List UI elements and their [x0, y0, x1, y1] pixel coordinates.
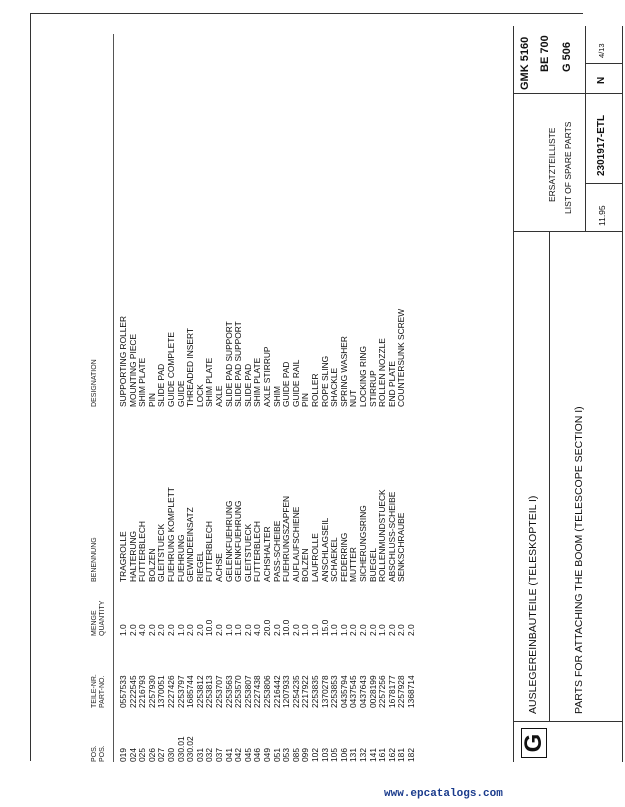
cell-qty: 2.0	[406, 624, 416, 636]
cell-part: 2217922	[300, 675, 311, 708]
cell-part: 2227438	[252, 675, 263, 708]
cell-qty: 2.0	[156, 624, 167, 636]
cell-den: RIEGEL	[194, 551, 205, 582]
rotated-parts-sheet	[83, 26, 625, 762]
cell-den: GLEITSTUECK	[156, 523, 167, 582]
table-row	[234, 26, 243, 762]
cell-des: AXLE	[214, 385, 224, 407]
cell-qty: 1.0	[310, 624, 320, 636]
cell-den: ACHSE	[214, 553, 224, 582]
cell-part: 2253813	[204, 675, 215, 708]
table-row	[282, 26, 291, 762]
cell-den: GELENKFUEHRUNG	[233, 500, 244, 582]
cell-pos: 026	[146, 748, 157, 762]
cell-qty: 15.0	[319, 619, 330, 636]
table-row	[359, 26, 368, 762]
cell-den: TRAGROLLE	[118, 531, 128, 582]
cell-den: AUFLAUFSCHIENE	[290, 506, 301, 582]
cell-qty: 2.0	[214, 624, 224, 636]
cell-den: ANSCHLAGSEIL	[319, 517, 330, 582]
cell-des: PIN	[300, 393, 311, 407]
cell-part: 2253806	[262, 675, 272, 708]
cell-part: 0557533	[118, 675, 128, 708]
cell-part: 1685744	[185, 675, 196, 708]
cell-pos: 024	[127, 748, 138, 762]
cell-qty: 1.0	[377, 624, 388, 636]
cell-qty: 20.0	[262, 619, 272, 636]
cell-des: SPRING WASHER	[338, 336, 349, 407]
cell-den: ABSCHLUSS-SCHEIBE	[386, 491, 397, 582]
cell-des: MOUNTING PIECE	[127, 333, 138, 407]
cell-qty: 10.0	[281, 619, 292, 636]
cell-qty: 10.0	[204, 619, 215, 636]
cell-part: 2257928	[396, 675, 407, 708]
cell-qty: 2.0	[358, 624, 368, 636]
cell-part: 2253835	[310, 675, 320, 708]
cell-des: END PLATE	[386, 361, 397, 407]
cell-des: STIRRUP	[367, 370, 378, 407]
sheet-border-top	[30, 13, 583, 14]
date: 11.95	[597, 205, 607, 226]
cell-part: 2257930	[146, 675, 157, 708]
cell-den: FUTTERBLECH	[204, 521, 215, 582]
cell-des: ROPE SLING	[319, 355, 330, 407]
cell-des: THREADED INSERT	[185, 328, 196, 407]
cell-qty: 4.0	[137, 624, 148, 636]
table-row	[186, 26, 195, 762]
cell-des: SLIDE PAD SUPPORT	[233, 321, 244, 407]
cell-des: AXLE STIRRUP	[262, 346, 272, 407]
header-designation: DESIGNATION	[91, 359, 98, 407]
cell-part: 2216442	[271, 675, 282, 708]
cell-den: FEDERRING	[338, 532, 349, 582]
cell-des: GUIDE	[175, 380, 186, 407]
cell-des: GUIDE RAIL	[290, 359, 301, 407]
cell-qty: 2.0	[367, 624, 378, 636]
sheet-border-left	[30, 13, 31, 761]
cell-qty: 2.0	[396, 624, 407, 636]
cell-part: 2253853	[329, 675, 340, 708]
cell-pos: 046	[252, 748, 263, 762]
cell-qty: 2.0	[127, 624, 138, 636]
cell-qty: 1.0	[223, 624, 234, 636]
list-title-german: ERSATZTEILLISTE	[547, 127, 557, 202]
cell-part: 0435794	[338, 675, 349, 708]
cell-den: ROLLENMUNDSTUECK	[377, 489, 388, 582]
cell-pos: 031	[194, 748, 205, 762]
cell-pos: 161	[377, 748, 388, 762]
cell-den: PASS-SCHEIBE	[271, 520, 282, 582]
cell-pos: 131	[348, 748, 359, 762]
cell-des: LOCK	[194, 384, 205, 407]
cell-des: LOCKING RING	[358, 346, 368, 407]
title-german: AUSLEGEREINBAUTEILE (TELESKOPTEIL I)	[527, 495, 539, 714]
model: GMK 5160	[519, 36, 531, 90]
title-block	[513, 26, 623, 762]
cell-den: BOLZEN	[146, 548, 157, 582]
cell-pos: 102	[310, 748, 320, 762]
cell-den: FUEHRUNG	[175, 534, 186, 582]
cell-pos: 030.02	[185, 736, 196, 762]
cell-pos: 041	[223, 748, 234, 762]
header-benennung: BENENNUNG	[91, 537, 98, 582]
page-number: 4/13	[597, 43, 606, 58]
cell-qty: 2.0	[348, 624, 359, 636]
cell-qty: 2.0	[194, 624, 205, 636]
cell-qty: 1.0	[329, 624, 340, 636]
table-row	[311, 26, 320, 762]
cell-den: BOLZEN	[300, 548, 311, 582]
cell-des: NUT	[348, 389, 359, 407]
cell-part: 2227426	[166, 675, 176, 708]
cell-qty: 1.0	[338, 624, 349, 636]
cell-des: GUIDE COMPLETE	[166, 332, 176, 407]
cell-part: 1678177	[386, 675, 397, 708]
cell-qty: 2.0	[271, 624, 282, 636]
cell-part: 2253707	[214, 675, 224, 708]
cell-des: SLIDE PAD	[242, 363, 253, 407]
cell-part: 2253812	[194, 675, 205, 708]
cell-des: SHIM PLATE	[204, 357, 215, 407]
cell-part: 2216793	[137, 675, 148, 708]
header-pos: POS. POS.	[91, 745, 106, 762]
cell-den: SENKSCHRAUBE	[396, 512, 407, 582]
cell-des: ROLLER	[310, 373, 320, 407]
table-row	[378, 26, 387, 762]
cell-des: PIN	[146, 393, 157, 407]
cell-part: 2253570	[233, 675, 244, 708]
cell-den: GLEITSTUECK	[242, 523, 253, 582]
variant: BE 700	[539, 35, 551, 72]
cell-den: GEWINDEEINSATZ	[185, 507, 196, 582]
list-title-english: LIST OF SPARE PARTS	[563, 121, 573, 214]
revision: N	[596, 76, 607, 84]
cell-qty: 2.0	[166, 624, 176, 636]
cell-pos: 103	[319, 748, 330, 762]
cell-den: FUEHRUNG KOMPLETT	[166, 487, 176, 582]
cell-den: SCHAEKEL	[329, 537, 340, 582]
title-english: PARTS FOR ATTACHING THE BOOM (TELESCOPE SECTION I)	[573, 406, 585, 714]
header-quantity: MENGE QUANTITY	[91, 600, 106, 636]
cell-des: SLIDE PAD SUPPORT	[223, 321, 234, 407]
cell-qty: 1.0	[300, 624, 311, 636]
cell-qty: 4.0	[252, 624, 263, 636]
cell-des: SHIM PLATE	[137, 357, 148, 407]
cell-des: SUPPORTING ROLLER	[118, 315, 128, 407]
table-row	[263, 26, 272, 762]
cell-qty: 2.0	[290, 624, 301, 636]
cell-pos: 037	[214, 748, 224, 762]
cell-den: GELENKFUEHRUNG	[223, 500, 234, 582]
cell-des: COUNTERSUNK SCREW	[396, 308, 407, 407]
cell-qty: 1.0	[233, 624, 244, 636]
cell-pos: 030	[166, 748, 176, 762]
cell-part: 2253797	[175, 675, 186, 708]
cell-den: FUTTERBLECH	[137, 521, 148, 582]
cell-des: GUIDE PAD	[281, 361, 292, 407]
cell-pos: 141	[367, 748, 378, 762]
cell-den: FUEHRUNGSZAPFEN	[281, 495, 292, 582]
cell-part: 2253807	[242, 675, 253, 708]
manufacturer-logo: G	[521, 728, 547, 758]
cell-des: SLIDE PAD	[156, 363, 167, 407]
cell-part: 2222545	[127, 675, 138, 708]
cell-part: 1370278	[319, 675, 330, 708]
cell-qty: 1.0	[118, 624, 128, 636]
cell-pos: 105	[329, 748, 340, 762]
cell-pos: 181	[396, 748, 407, 762]
header-part-no: TEILE-NR. PART-NO.	[91, 674, 106, 708]
cell-pos: 106	[338, 748, 349, 762]
cell-den: FUTTERBLECH	[252, 521, 263, 582]
cell-pos: 032	[204, 748, 215, 762]
table-row	[167, 26, 176, 762]
cell-qty: 2.0	[386, 624, 397, 636]
cell-part: 2257256	[377, 675, 388, 708]
cell-den: ACHSHALTER	[262, 526, 272, 582]
cell-pos: 049	[262, 748, 272, 762]
cell-part: 0028199	[367, 675, 378, 708]
cell-des: SHIM	[271, 386, 282, 407]
cell-qty: 2.0	[185, 624, 196, 636]
table-row	[397, 26, 406, 762]
cell-den: MUTTER	[348, 547, 359, 582]
table-row	[138, 26, 147, 762]
cell-part: 0437643	[358, 675, 368, 708]
watermark-url[interactable]: www.epcatalogs.com	[384, 788, 503, 800]
cell-part: 1370051	[156, 675, 167, 708]
cell-qty: 2.0	[242, 624, 253, 636]
group-number: G 506	[561, 42, 573, 72]
cell-pos: 085	[290, 748, 301, 762]
cell-part: 0437545	[348, 675, 359, 708]
cell-pos: 045	[242, 748, 253, 762]
cell-pos: 042	[233, 748, 244, 762]
cell-pos: 132	[358, 748, 368, 762]
cell-des: ROLLEN NOZZLE	[377, 338, 388, 407]
cell-des: SHIM PLATE	[252, 357, 263, 407]
cell-pos: 182	[406, 748, 416, 762]
table-row	[119, 26, 128, 762]
cell-part: 1207933	[281, 675, 292, 708]
cell-pos: 025	[137, 748, 148, 762]
cell-part: 2253563	[223, 675, 234, 708]
cell-den: BUEGEL	[367, 548, 378, 582]
cell-den: LAUFROLLE	[310, 533, 320, 582]
cell-qty: 2.0	[146, 624, 157, 636]
cell-den: HALTERUNG	[127, 530, 138, 582]
cell-qty: 1.0	[175, 624, 186, 636]
cell-pos: 019	[118, 748, 128, 762]
header-rule	[113, 34, 114, 762]
cell-des: SHACKLE	[329, 367, 340, 407]
cell-pos: 027	[156, 748, 167, 762]
document-number: 2301917-ETL	[596, 114, 607, 176]
cell-part: 1368714	[406, 675, 416, 708]
cell-pos: 053	[281, 748, 292, 762]
table-row	[215, 26, 224, 762]
table-row	[330, 26, 339, 762]
cell-pos: 162	[386, 748, 397, 762]
cell-pos: 030.01	[175, 736, 186, 762]
cell-den: SICHERUNGSRING	[358, 505, 368, 582]
cell-pos: 099	[300, 748, 311, 762]
cell-pos: 051	[271, 748, 282, 762]
cell-part: 2254235	[290, 675, 301, 708]
table-row	[407, 26, 416, 762]
